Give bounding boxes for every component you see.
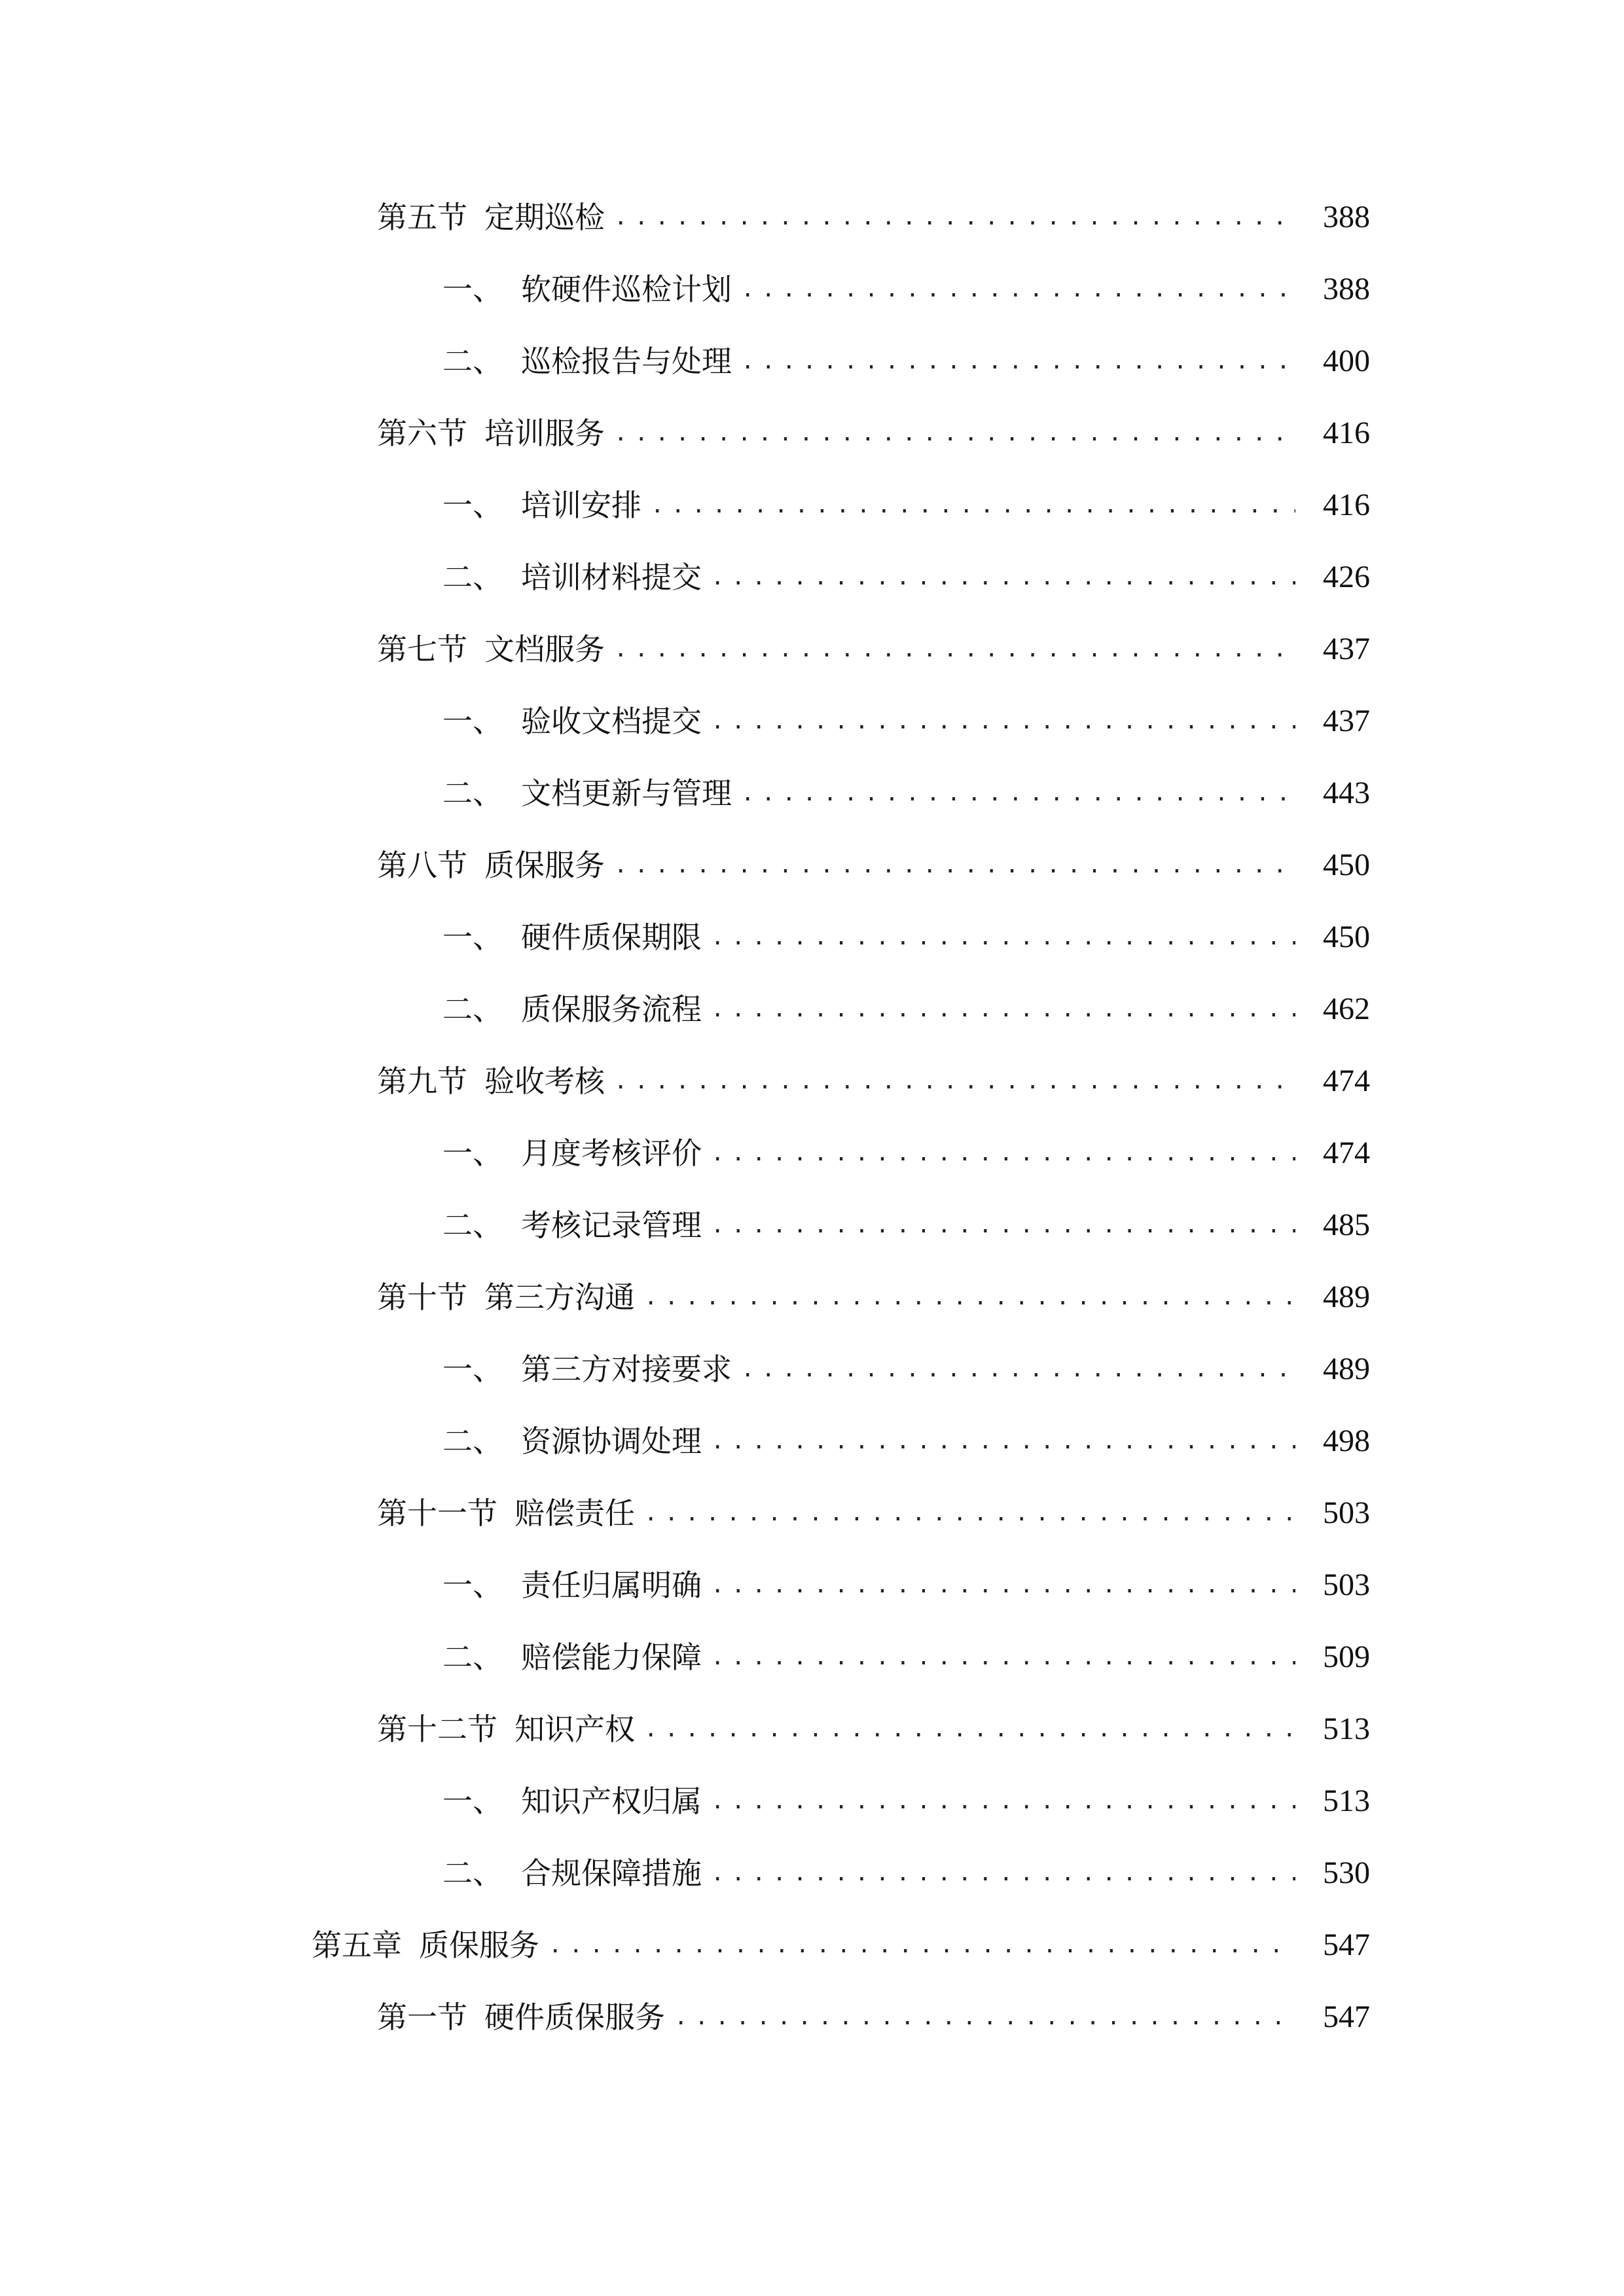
toc-entry-item[interactable] — [442, 767, 1370, 819]
entry-title: 考核记录管理 — [521, 1208, 702, 1243]
toc-entry-section[interactable] — [377, 191, 1370, 243]
entry-title: 软硬件巡检计划 — [521, 272, 732, 307]
toc-entry-item[interactable] — [442, 479, 1370, 531]
entry-title: 赔偿能力保障 — [521, 1640, 702, 1675]
entry-page-number: 513 — [1323, 1712, 1370, 1746]
entry-number: 第五章 — [312, 1928, 402, 1963]
dot-leader — [711, 1559, 1295, 1611]
dot-leader — [711, 695, 1295, 747]
entry-title: 定期巡检 — [484, 200, 605, 235]
entry-number: 一、 — [442, 1136, 503, 1171]
entry-number: 第八节 — [377, 848, 467, 883]
dot-leader — [711, 911, 1295, 963]
toc-entry-item[interactable] — [442, 1343, 1370, 1395]
entry-number: 二、 — [442, 992, 503, 1027]
entry-title: 第三方沟通 — [484, 1280, 635, 1315]
entry-title: 验收考核 — [484, 1064, 605, 1099]
dot-leader — [741, 1343, 1295, 1395]
entry-page-number: 400 — [1323, 344, 1370, 378]
entry-page-number: 485 — [1323, 1208, 1370, 1242]
entry-page-number: 443 — [1323, 776, 1370, 810]
entry-title: 月度考核评价 — [521, 1136, 702, 1171]
entry-title: 合规保障措施 — [521, 1856, 702, 1891]
toc-entry-item[interactable] — [442, 335, 1370, 387]
entry-title: 知识产权 — [514, 1712, 635, 1747]
toc-entry-section[interactable] — [377, 839, 1370, 891]
entry-number: 第十二节 — [377, 1712, 497, 1747]
toc-entry-section[interactable] — [377, 1055, 1370, 1107]
dot-leader — [614, 839, 1295, 891]
entry-page-number: 503 — [1323, 1568, 1370, 1602]
entry-number: 一、 — [442, 920, 503, 955]
entry-number: 一、 — [442, 1784, 503, 1819]
toc-entry-item[interactable] — [442, 983, 1370, 1035]
entry-title: 质保服务 — [484, 848, 605, 883]
entry-number: 一、 — [442, 272, 503, 307]
toc-entry-item[interactable] — [442, 551, 1370, 603]
toc-entry-item[interactable] — [442, 1127, 1370, 1179]
dot-leader — [711, 983, 1295, 1035]
entry-page-number: 474 — [1323, 1136, 1370, 1170]
entry-title: 验收文档提交 — [521, 704, 702, 739]
entry-title: 文档服务 — [484, 632, 605, 667]
entry-page-number: 388 — [1323, 200, 1370, 234]
toc-entry-section[interactable] — [377, 623, 1370, 675]
entry-page-number: 489 — [1323, 1352, 1370, 1386]
entry-title: 知识产权归属 — [521, 1784, 702, 1819]
toc-entry-item[interactable] — [442, 1847, 1370, 1899]
toc-entry-item[interactable] — [442, 695, 1370, 747]
entry-number: 第五节 — [377, 200, 467, 235]
entry-number: 一、 — [442, 1568, 503, 1603]
entry-title: 文档更新与管理 — [521, 776, 732, 811]
toc-entry-section[interactable] — [377, 407, 1370, 459]
entry-page-number: 547 — [1323, 2000, 1370, 2034]
entry-page-number: 426 — [1323, 560, 1370, 594]
toc-entry-item[interactable] — [442, 263, 1370, 315]
entry-title: 质保服务 — [419, 1928, 539, 1963]
toc-entry-item[interactable] — [442, 1199, 1370, 1251]
dot-leader — [711, 1415, 1295, 1467]
entry-number: 二、 — [442, 1424, 503, 1459]
dot-leader — [711, 1199, 1295, 1251]
dot-leader — [711, 1631, 1295, 1683]
entry-number: 二、 — [442, 1208, 503, 1243]
entry-page-number: 437 — [1323, 704, 1370, 738]
dot-leader — [549, 1919, 1295, 1971]
entry-number: 二、 — [442, 1640, 503, 1675]
entry-page-number: 450 — [1323, 920, 1370, 954]
dot-leader — [674, 1991, 1295, 2043]
entry-page-number: 509 — [1323, 1640, 1370, 1674]
dot-leader — [614, 1055, 1295, 1107]
dot-leader — [651, 479, 1295, 531]
dot-leader — [614, 407, 1295, 459]
entry-number: 一、 — [442, 488, 503, 523]
entry-number: 一、 — [442, 704, 503, 739]
entry-title: 硬件质保期限 — [521, 920, 702, 955]
entry-page-number: 462 — [1323, 992, 1370, 1026]
entry-title: 责任归属明确 — [521, 1568, 702, 1603]
dot-leader — [741, 263, 1295, 315]
toc-entry-item[interactable] — [442, 1775, 1370, 1827]
entry-title: 赔偿责任 — [514, 1496, 635, 1531]
entry-title: 培训材料提交 — [521, 560, 702, 595]
entry-number: 二、 — [442, 1856, 503, 1891]
dot-leader — [711, 1127, 1295, 1179]
entry-number: 第十节 — [377, 1280, 467, 1315]
entry-number: 二、 — [442, 344, 503, 379]
entry-number: 第一节 — [377, 2000, 467, 2035]
dot-leader — [614, 623, 1295, 675]
toc-entry-item[interactable] — [442, 1415, 1370, 1467]
entry-page-number: 437 — [1323, 632, 1370, 666]
toc-entry-chapter[interactable] — [312, 1919, 1370, 1971]
entry-page-number: 489 — [1323, 1280, 1370, 1314]
entry-page-number: 498 — [1323, 1424, 1370, 1458]
dot-leader — [644, 1703, 1295, 1755]
entry-page-number: 416 — [1323, 416, 1370, 450]
entry-number: 一、 — [442, 1352, 503, 1387]
toc-entry-section[interactable] — [377, 1703, 1370, 1755]
entry-title: 培训服务 — [484, 416, 605, 451]
toc-entry-section[interactable] — [377, 1991, 1370, 2043]
entry-page-number: 474 — [1323, 1064, 1370, 1098]
entry-page-number: 547 — [1323, 1928, 1370, 1962]
entry-title: 培训安排 — [521, 488, 641, 523]
toc-entry-section[interactable] — [377, 1271, 1370, 1323]
dot-leader — [741, 767, 1295, 819]
entry-title: 第三方对接要求 — [521, 1352, 732, 1387]
toc-entry-section[interactable] — [377, 1487, 1370, 1539]
entry-page-number: 530 — [1323, 1856, 1370, 1890]
dot-leader — [711, 1775, 1295, 1827]
entry-number: 二、 — [442, 776, 503, 811]
entry-title: 资源协调处理 — [521, 1424, 702, 1459]
entry-page-number: 503 — [1323, 1496, 1370, 1530]
entry-page-number: 450 — [1323, 848, 1370, 882]
toc-entry-item[interactable] — [442, 1631, 1370, 1683]
entry-number: 二、 — [442, 560, 503, 595]
toc-entry-item[interactable] — [442, 911, 1370, 963]
entry-number: 第九节 — [377, 1064, 467, 1099]
dot-leader — [644, 1271, 1295, 1323]
entry-number: 第十一节 — [377, 1496, 497, 1531]
entry-title: 硬件质保服务 — [484, 2000, 665, 2035]
dot-leader — [741, 335, 1295, 387]
dot-leader — [614, 191, 1295, 243]
entry-page-number: 513 — [1323, 1784, 1370, 1818]
entry-number: 第七节 — [377, 632, 467, 667]
dot-leader — [711, 1847, 1295, 1899]
entry-title: 质保服务流程 — [521, 992, 702, 1027]
entry-title: 巡检报告与处理 — [521, 344, 732, 379]
dot-leader — [644, 1487, 1295, 1539]
dot-leader — [711, 551, 1295, 603]
toc-entry-item[interactable] — [442, 1559, 1370, 1611]
entry-number: 第六节 — [377, 416, 467, 451]
entry-page-number: 416 — [1323, 488, 1370, 522]
entry-page-number: 388 — [1323, 272, 1370, 306]
